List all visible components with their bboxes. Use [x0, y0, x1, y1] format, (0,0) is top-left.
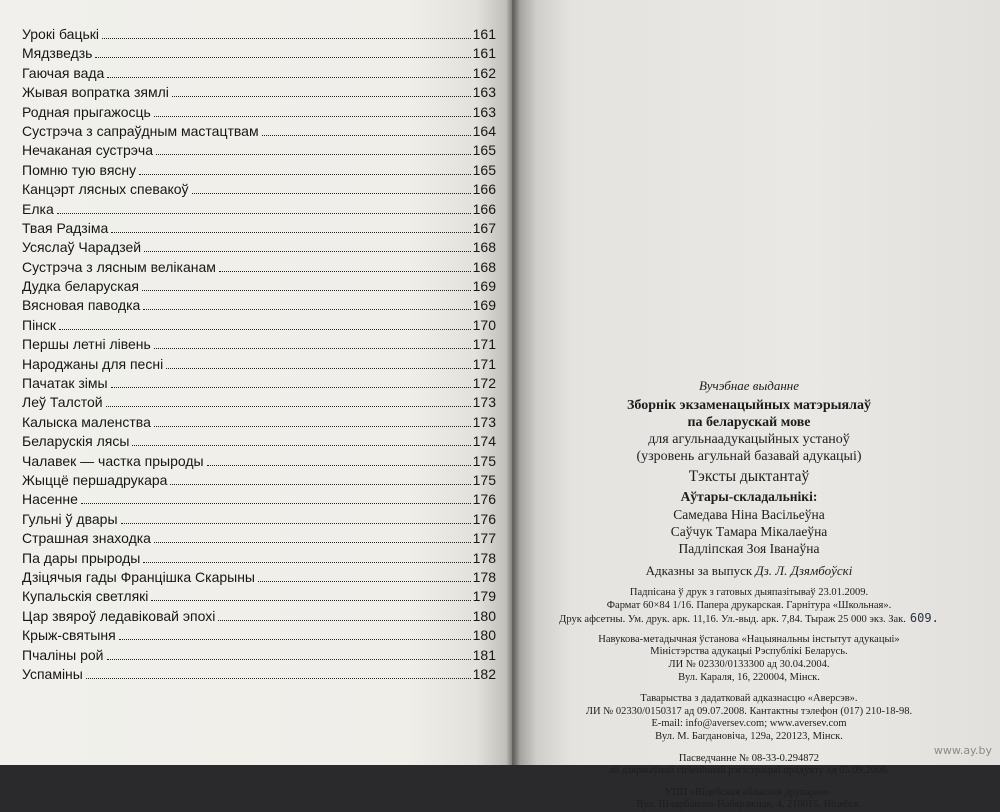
toc-entry [22, 84, 496, 103]
toc-entry-title: Па дары прыроды [22, 549, 141, 566]
toc-entry-page: 181 [472, 646, 496, 663]
toc-entry [22, 201, 496, 220]
toc-dot-leader [154, 542, 471, 543]
toc-dot-leader [258, 581, 471, 582]
toc-entry-title: Пчаліны рой [22, 646, 104, 663]
toc-entry [22, 65, 496, 84]
toc-entry-page: 175 [472, 452, 496, 469]
toc-entry [22, 550, 496, 569]
publisher-line: ЛИ № 02330/0150317 ад 09.07.2008. Кантактны тэлефон (017) 210-18-98. [585, 705, 913, 717]
toc-entry [22, 123, 496, 142]
toc-entry [22, 608, 496, 627]
toc-entry [22, 530, 496, 549]
toc-entry-page: 167 [472, 219, 496, 236]
toc-dot-leader [81, 503, 471, 504]
certificate-line: аб дзяржаўнай гігіенічнай рэгістрацыі прадукту ад 05.09.2006. [608, 765, 890, 777]
toc-entry-title: Твая Радзіма [22, 219, 109, 236]
print-line-text: Друк афсетны. Ум. друк. арк. 11,16. Ул.-выд. арк. 7,84. Тыраж 25 000 экз. Зак. [559, 614, 906, 626]
authors-heading: Аўтары-складальнікі: [680, 489, 818, 504]
toc-entry-title: Гаючая вада [22, 64, 105, 81]
toc-dot-leader [86, 678, 471, 679]
book-section-name: Тэксты дыктантаў [688, 468, 810, 485]
toc-entry-page: 169 [472, 278, 496, 295]
institute-line: Навукова-метадычная ўстанова «Нацыянальны інстытут адукацыі» [598, 633, 900, 645]
responsible-editor [548, 562, 950, 580]
toc-entry-page: 179 [472, 588, 496, 605]
imprint-block [548, 378, 950, 812]
toc-entry [22, 239, 496, 258]
toc-dot-leader [172, 96, 471, 97]
toc-dot-leader [154, 426, 471, 427]
toc-entry [22, 569, 496, 588]
toc-dot-leader [57, 213, 471, 214]
toc-entry-title: Цар звяроў ледавіковай эпохі [22, 607, 216, 624]
toc-entry [22, 336, 496, 355]
toc-entry [22, 394, 496, 413]
toc-dot-leader [262, 135, 471, 136]
toc-entry-page: 178 [472, 568, 496, 585]
institute-line: Вул. Караля, 16, 220004, Мінск. [678, 671, 820, 683]
toc-entry-title: Беларускія лясы [22, 433, 130, 450]
toc-entry [22, 104, 496, 123]
institute-line: ЛИ № 02330/0133300 ад 30.04.2004. [668, 658, 830, 670]
toc-entry [22, 375, 496, 394]
toc-entry-title: Сустрэча з сапраўдным мастацтвам [22, 122, 259, 139]
toc-entry [22, 627, 496, 646]
toc-entry [22, 220, 496, 239]
toc-entry [22, 491, 496, 510]
toc-dot-leader [156, 154, 471, 155]
table-of-contents [22, 26, 496, 685]
toc-dot-leader [170, 484, 470, 485]
toc-entry [22, 181, 496, 200]
institute-line: Міністэрства адукацыі Рэспублікі Беларусь. [650, 646, 848, 658]
toc-dot-leader [154, 348, 471, 349]
toc-dot-leader [119, 639, 471, 640]
toc-entry-page: 171 [472, 336, 496, 353]
toc-entry-page: 161 [472, 26, 496, 42]
toc-entry-page: 174 [472, 433, 496, 450]
toc-entry [22, 26, 496, 45]
toc-entry-title: Гульні ў двары [22, 510, 118, 527]
publisher-details [548, 693, 950, 743]
institute-details [548, 634, 950, 684]
toc-entry-title: Насенне [22, 491, 78, 508]
toc-entry-page: 163 [472, 103, 496, 120]
toc-entry-title: Дудка беларуская [22, 278, 140, 295]
toc-entry-page: 168 [472, 239, 496, 256]
toc-entry-page: 163 [472, 84, 496, 101]
toc-dot-leader [132, 445, 470, 446]
toc-entry [22, 297, 496, 316]
toc-dot-leader [144, 251, 471, 252]
toc-entry-title: Страшная знаходка [22, 530, 151, 547]
toc-entry [22, 472, 496, 491]
toc-entry-title: Калыска маленства [22, 413, 151, 430]
toc-entry-title: Помню тую вясну [22, 161, 137, 178]
print-line: Фармат 60×84 1/16. Папера друкарская. Гарнітура «Школьная». [606, 599, 892, 611]
toc-entry-page: 172 [472, 375, 496, 392]
book-title-line-2: па беларускай мове [687, 415, 811, 430]
toc-entry-title: Пачатак зімы [22, 375, 108, 392]
toc-entry-page: 176 [472, 491, 496, 508]
toc-dot-leader [143, 562, 470, 563]
toc-dot-leader [102, 38, 471, 39]
toc-dot-leader [218, 620, 470, 621]
toc-entry-page: 170 [472, 316, 496, 333]
toc-entry-page: 168 [472, 258, 496, 275]
toc-entry-title: Дзіцячыя гады Францішка Скарыны [22, 568, 255, 585]
toc-entry-title: Пінск [22, 316, 57, 333]
toc-entry-page: 180 [472, 607, 496, 624]
toc-entry-page: 162 [472, 64, 496, 81]
toc-entry-title: Урокі бацькі [22, 26, 99, 42]
toc-entry-title: Купальскія светлякі [22, 588, 149, 605]
toc-dot-leader [192, 193, 471, 194]
toc-entry-page: 165 [472, 161, 496, 178]
toc-entry [22, 453, 496, 472]
toc-entry [22, 588, 496, 607]
print-line: Падпісана ў друк з гатовых дыяпазітываў 23.01.2009. [629, 587, 869, 598]
responsible-name: Дз. Л. Дзямбоўскі [755, 563, 853, 578]
left-page [0, 0, 512, 765]
author-name: Падліпская Зоя Іванаўна [678, 541, 820, 556]
toc-entry [22, 647, 496, 666]
book-subtitle-line-2: (узровень агульнай базавай адукацыі) [636, 449, 862, 464]
printer-details [548, 787, 950, 812]
printer-line: УПП «Віцебская абласная друкарня». [664, 786, 834, 798]
responsible-label: Адказны за выпуск [645, 563, 753, 578]
toc-entry-title: Леў Талстой [22, 394, 103, 411]
handwritten-order-number: 609. [909, 611, 939, 626]
toc-entry-title: Сустрэча з лясным веліканам [22, 258, 216, 275]
publisher-line: Таварыства з дадатковай адказнасцю «Аверсэв». [640, 693, 858, 705]
toc-entry-title: Крыж-святыня [22, 627, 116, 644]
toc-entry [22, 433, 496, 452]
toc-entry [22, 45, 496, 64]
toc-entry-page: 171 [472, 355, 496, 372]
toc-entry [22, 356, 496, 375]
toc-dot-leader [95, 57, 470, 58]
toc-entry-page: 161 [472, 45, 496, 62]
printer-line: Вул. Шчарбакова-Набярэжная, 4, 210015, Віцебск. [636, 799, 862, 811]
toc-entry [22, 511, 496, 530]
toc-dot-leader [59, 329, 471, 330]
toc-dot-leader [142, 290, 471, 291]
toc-entry-title: Мядзведзь [22, 45, 93, 62]
toc-dot-leader [111, 387, 471, 388]
toc-entry-page: 173 [472, 394, 496, 411]
toc-entry-page: 176 [472, 510, 496, 527]
book-title-line-1: Зборнік экзаменацыйных матэрыялаў [627, 398, 871, 413]
toc-entry-page: 166 [472, 181, 496, 198]
toc-dot-leader [219, 271, 471, 272]
toc-entry-page: 173 [472, 413, 496, 430]
toc-entry-page: 177 [472, 530, 496, 547]
toc-dot-leader [121, 523, 471, 524]
toc-entry [22, 666, 496, 685]
toc-entry-page: 175 [472, 471, 496, 488]
site-watermark: www.ay.by [933, 744, 992, 757]
toc-entry [22, 278, 496, 297]
toc-entry-title: Усяслаў Чарадзей [22, 239, 142, 256]
book-gutter-shadow [506, 0, 520, 765]
toc-dot-leader [107, 659, 471, 660]
toc-entry-page: 178 [472, 549, 496, 566]
toc-entry-title: Вясновая паводка [22, 297, 141, 314]
toc-entry [22, 259, 496, 278]
certificate-line: Пасведчанне № 08-33-0.294872 [678, 752, 820, 764]
toc-dot-leader [207, 465, 471, 466]
print-details [548, 587, 950, 627]
toc-entry-title: Канцэрт лясных спевакоў [22, 181, 189, 198]
toc-dot-leader [154, 116, 471, 117]
toc-entry-title: Народжаны для песні [22, 355, 164, 372]
toc-entry-page: 164 [472, 122, 496, 139]
toc-entry [22, 142, 496, 161]
toc-entry-page: 182 [472, 665, 496, 682]
toc-dot-leader [111, 232, 470, 233]
toc-entry-title: Першы летні лівень [22, 336, 151, 353]
toc-entry-title: Елка [22, 200, 54, 217]
print-line [548, 612, 950, 627]
toc-dot-leader [107, 77, 470, 78]
toc-entry-title: Жыццё першадрукара [22, 471, 168, 488]
toc-entry-page: 180 [472, 627, 496, 644]
publisher-line: E-mail: info@aversev.com; www.aversev.com [651, 718, 847, 730]
toc-dot-leader [151, 600, 470, 601]
toc-dot-leader [139, 174, 470, 175]
toc-entry-title: Нечаканая сустрэча [22, 142, 153, 159]
toc-entry-title: Родная прыгажосць [22, 103, 151, 120]
toc-entry-title: Жывая вопратка зямлі [22, 84, 169, 101]
toc-entry-page: 169 [472, 297, 496, 314]
edition-kind: Вучэбнае выданне [699, 378, 799, 393]
toc-entry-page: 165 [472, 142, 496, 159]
author-name: Самедава Ніна Васільеўна [673, 507, 825, 522]
toc-dot-leader [166, 368, 470, 369]
toc-entry-title: Успаміны [22, 665, 83, 682]
toc-dot-leader [106, 406, 471, 407]
toc-entry [22, 414, 496, 433]
toc-entry-title: Чалавек — частка прыроды [22, 452, 204, 469]
certificate-details [548, 753, 950, 778]
author-name: Саўчук Тамара Мікалаеўна [670, 524, 828, 539]
toc-entry-page: 166 [472, 200, 496, 217]
book-subtitle-line-1: для агульнаадукацыйных устаноў [648, 432, 850, 447]
toc-entry [22, 317, 496, 336]
publisher-line: Вул. М. Багдановіча, 129а, 220123, Мінск. [655, 730, 843, 742]
toc-entry [22, 162, 496, 181]
toc-dot-leader [143, 309, 470, 310]
